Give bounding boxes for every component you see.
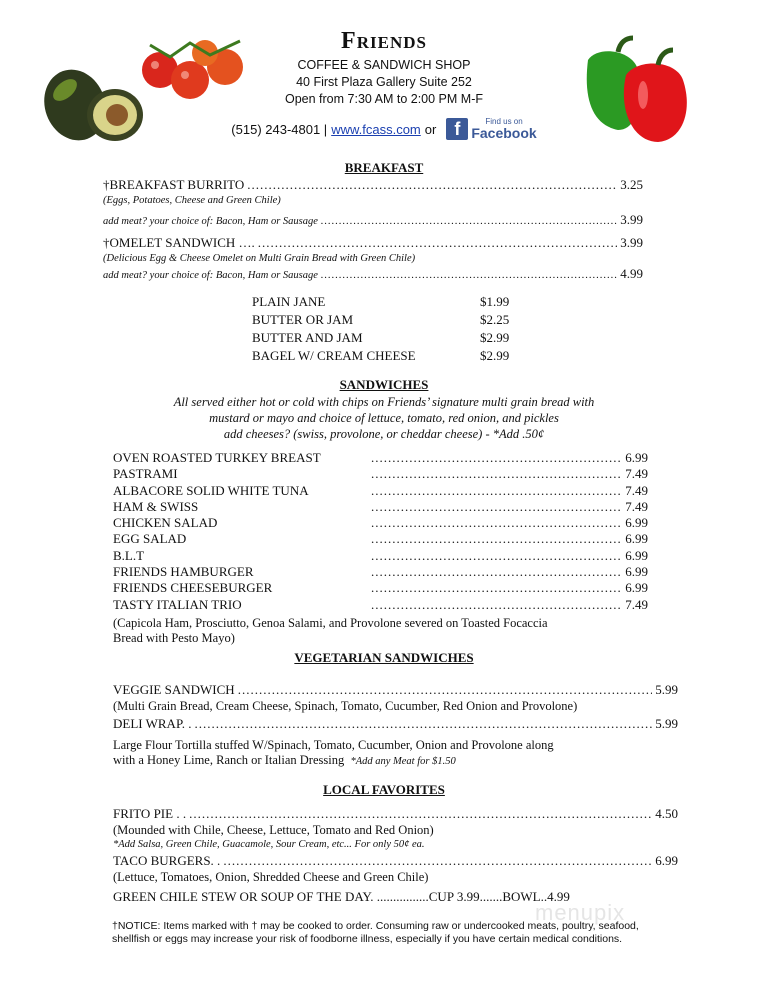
deli-meat-note: *Add any Meat for $1.50 [350,756,456,767]
sandwich-price: 6.99 [625,515,648,531]
addon-text: add meat? your choice of: Bacon, Ham or Sausage [103,216,318,227]
shop-subtitle: COFFEE & SANDWICH SHOP [297,58,471,72]
addon-text: add meat? your choice of: Bacon, Ham or Sausage [103,270,318,281]
bagel-name: BAGEL W/ CREAM CHEESE [252,348,416,363]
deli-desc-line-1: Large Flour Tortilla stuffed W/Spinach, Tomato, Cucumber, Onion and Provolone along [113,738,554,752]
sandwich-row [113,483,648,499]
item-name: DELI WRAP. . [113,716,192,731]
bagel-price: $1.99 [480,294,510,309]
omelet-addon-row [103,266,643,282]
trio-desc-line-2: Bread with Pesto Mayo) [113,631,235,645]
item-price: 5.99 [655,682,678,697]
bagel-name: PLAIN JANE [252,294,326,309]
veggie-description: (Multi Grain Bread, Cream Cheese, Spinach, Tomato, Cucumber, Red Onion and Provolone) [113,699,578,713]
deli-desc-line-2: with a Honey Lime, Ranch or Italian Dressing [113,753,345,767]
bagel-row [252,347,532,365]
frito-pie-row [113,806,678,822]
sandwich-price: 6.99 [625,450,648,465]
veggie-sandwich-row [113,682,678,698]
sandwich-name: EGG SALAD [113,531,187,547]
shop-address: 40 First Plaza Gallery Suite 252 [296,75,472,89]
facebook-link[interactable] [446,118,536,140]
taco-burgers-description: (Lettuce, Tomatoes, Onion, Shredded Cheese and Green Chile) [113,870,429,884]
sandwich-row [113,466,648,482]
sandwich-row [113,580,648,596]
item-name: TACO BURGERS. . [113,853,221,868]
omelet-sandwich-row [103,235,643,251]
watermark: menupix [535,900,626,925]
sandwich-name: FRIENDS CHEESEBURGER [113,580,273,596]
sandwich-name: B.L.T [113,547,145,563]
shop-hours: Open from 7:30 AM to 2:00 PM M-F [285,92,483,106]
addon-price: 4.99 [620,266,643,281]
bagel-row [252,311,532,329]
sandwich-row [113,548,648,564]
sandwich-price: 7.49 [625,482,648,498]
sandwich-name: HAM & SWISS [113,498,199,514]
omelet-description: (Delicious Egg & Cheese Omelet on Multi Grain Bread with Green Chile) [103,253,416,264]
sandwich-name: FRIENDS HAMBURGER [113,564,254,580]
intro-line-2: mustard or mayo and choice of lettuce, tomato, red onion, and pickles [209,411,559,425]
sandwich-name: OVEN ROASTED TURKEY BREAST [113,450,321,465]
sandwiches-intro [0,394,768,442]
sandwich-list [113,450,648,613]
taco-burgers-row [113,853,678,869]
item-name: †OMELET SANDWICH …. [103,235,255,250]
facebook-small-text: Find us on [485,117,523,126]
sandwich-price: 7.49 [625,498,648,514]
bagel-list [252,293,532,365]
bagel-name: BUTTER OR JAM [252,312,354,327]
item-price: 6.99 [655,853,678,868]
italian-trio-description [113,616,548,646]
contact-line [0,118,768,140]
bagel-price: $2.25 [480,312,510,327]
intro-line-1: All served either hot or cold with chips on Friends’ signature multi grain bread with [173,395,595,409]
bagel-row [252,329,532,347]
item-name: VEGGIE SANDWICH [113,682,235,697]
food-safety-notice: †NOTICE: Items marked with † may be cooked to order. Consuming raw or undercooked meats, poultry, seafood, shellfish or eggs may increase your risk of foodborne illness, especially if you have certain medical conditions. [112,920,639,945]
intro-line-3: add cheeses? (swiss, provolone, or cheddar cheese) - *Add .50¢ [223,427,545,441]
breakfast-burrito-row [103,177,643,193]
green-chile-stew-row: GREEN CHILE STEW OR SOUP OF THE DAY. ................CUP 3.99.......BOWL..4.99 [113,889,570,904]
sandwich-row [113,564,648,580]
item-price: 4.50 [655,806,678,821]
sandwich-row [113,531,648,547]
or-text: or [424,121,437,137]
frito-pie-description: (Mounded with Chile, Cheese, Lettuce, Tomato and Red Onion) [113,823,434,837]
sandwich-price: 6.99 [625,547,648,563]
item-name: FRITO PIE . . [113,806,187,821]
item-name: †BREAKFAST BURRITO [103,177,245,192]
trio-desc-line-1: (Capicola Ham, Prosciutto, Genoa Salami, and Provolone severed on Toasted Focaccia [113,616,548,630]
item-price: 3.25 [620,177,643,192]
sandwich-price: 6.99 [625,564,648,580]
breakfast-heading: BREAKFAST [344,160,424,175]
bagel-name: BUTTER AND JAM [252,330,363,345]
bagel-row [252,293,532,311]
website-link[interactable]: www.fcass.com [331,121,421,137]
facebook-icon: f [446,118,468,140]
sandwich-name: PASTRAMI [113,466,178,482]
burrito-addon-row [103,212,643,228]
sandwich-row [113,597,648,613]
frito-pie-note: *Add Salsa, Green Chile, Guacamole, Sour Cream, etc... For only 50¢ ea. [113,839,425,850]
sandwich-row [113,515,648,531]
item-price: 3.99 [620,235,643,250]
sandwich-price: 6.99 [625,580,648,596]
sandwich-name: CHICKEN SALAD [113,515,218,531]
local-favorites-heading: LOCAL FAVORITES [323,782,445,797]
addon-price: 3.99 [620,212,643,227]
facebook-big-text: Facebook [471,125,537,141]
vegetarian-heading: VEGETARIAN SANDWICHES [294,650,474,665]
sandwich-price: 7.49 [625,466,648,482]
brand-name: Friends [341,28,427,54]
sandwich-price: 7.49 [625,596,648,612]
sandwich-row [113,499,648,515]
deli-wrap-description [113,738,554,769]
burrito-description: (Eggs, Potatoes, Cheese and Green Chile) [103,195,281,206]
sandwiches-heading: SANDWICHES [339,377,429,392]
sandwich-name: TASTY ITALIAN TRIO [113,596,242,612]
deli-wrap-row [113,716,678,732]
bagel-price: $2.99 [480,348,510,363]
sandwich-name: ALBACORE SOLID WHITE TUNA [113,482,309,498]
phone-number: (515) 243-4801 | [231,121,328,137]
bagel-price: $2.99 [480,330,510,345]
sandwich-price: 6.99 [625,531,648,547]
sandwich-row [113,450,648,466]
item-price: 5.99 [655,716,678,731]
